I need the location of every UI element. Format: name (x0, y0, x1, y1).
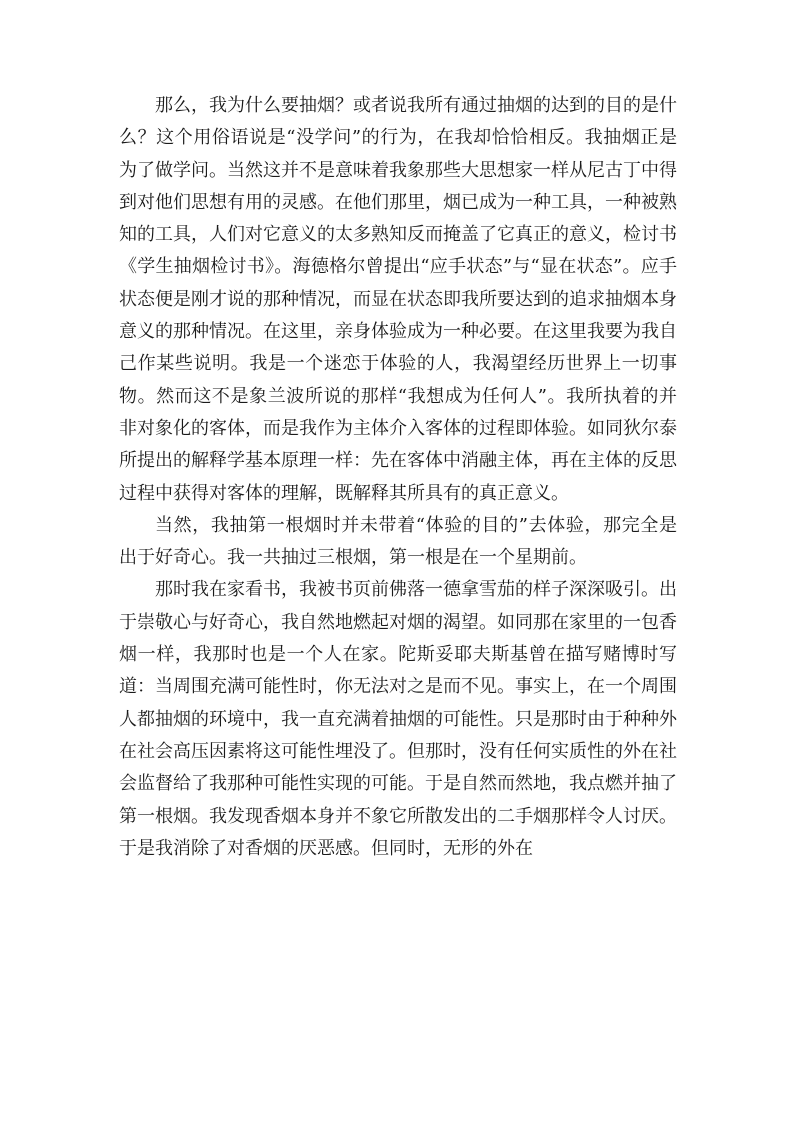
paragraph-2: 当然，我抽第一根烟时并未带着“体验的目的”去体验，那完全是出于好奇心。我一共抽过三根烟，第一根是在一个星期前。 (119, 514, 677, 569)
paragraph-3: 那时我在家看书，我被书页前佛落一德拿雪茄的样子深深吸引。出于崇敬心与好奇心，我自然地燃起对烟的渴望。如同那在家里的一包香烟一样，我那时也是一个人在家。陀斯妥耶夫斯基曾在描写赌博时写道：当周围充满可能性时，你无法对之是而不见。事实上，在一个周围人都抽烟的环境中，我一直充满着抽烟的可能性。只是那时由于种种外在社会高压因素将这可能性埋没了。但那时，没有任何实质性的外在社会监督给了我那种可能性实现的可能。于是自然而然地，我点燃并抽了第一根烟。我发现香烟本身并不象它所散发出的二手烟那样令人讨厌。于是我消除了对香烟的厌恶感。但同时，无形的外在 (119, 579, 677, 859)
document-body (119, 90, 677, 865)
paragraph-1: 那么，我为什么要抽烟？或者说我所有通过抽烟的达到的目的是什么？这个用俗语说是“没学问”的行为，在我却恰恰相反。我抽烟正是为了做学问。当然这并不是意味着我象那些大思想家一样从尼古丁中得到对他们思想有用的灵感。在他们那里，烟已成为一种工具，一种被熟知的工具，人们对它意义的太多熟知反而掩盖了它真正的意义，检讨书《学生抽烟检讨书》。海德格尔曾提出“应手状态”与“显在状态”。应手状态便是刚才说的那种情况，而显在状态即我所要达到的追求抽烟本身意义的那种情况。在这里，亲身体验成为一种必要。在这里我要为我自己作某些说明。我是一个迷恋于体验的人，我渴望经历世界上一切事物。然而这不是象兰波所说的那样“我想成为任何人”。我所执着的并非对象化的客体，而是我作为主体介入客体的过程即体验。如同狄尔泰所提出的解释学基本原理一样：先在客体中消融主体，再在主体的反思过程中获得对客体的理解，既解释其所具有的真正意义。 (119, 95, 677, 504)
